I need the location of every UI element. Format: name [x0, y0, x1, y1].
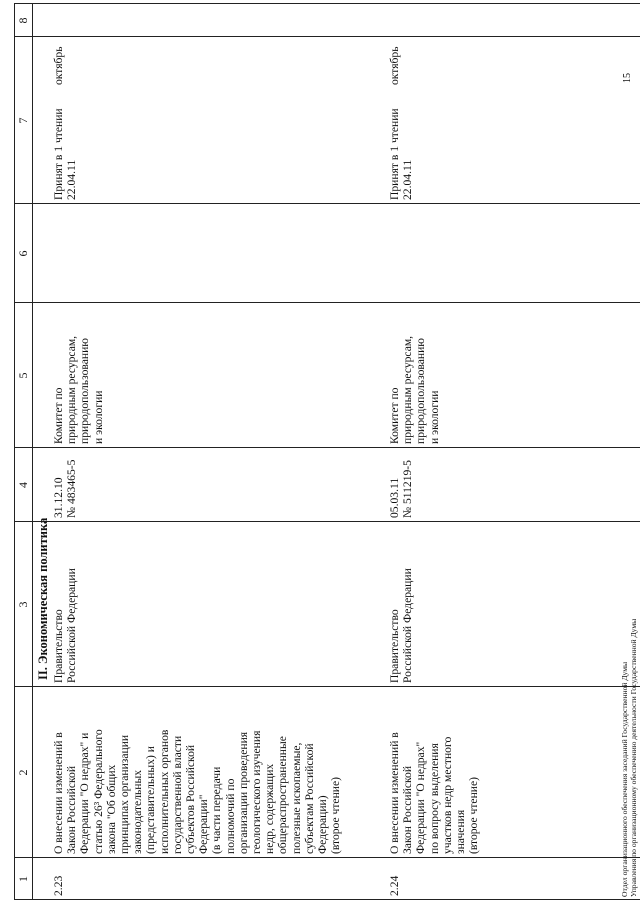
row-date-number: 31.12.10 № 483465-5: [52, 459, 79, 518]
row-number: 2.24: [388, 875, 401, 896]
header-col-1: 1: [16, 876, 30, 882]
row-number: 2.23: [52, 875, 65, 896]
row-initiator: Правительство Российской Федерации: [388, 568, 415, 683]
header-col-4: 4: [16, 482, 30, 488]
col-border: [14, 447, 640, 448]
col-border: [14, 899, 640, 900]
row-committee: Комитет по природным ресурсам, природопользованию и экологии: [388, 335, 441, 444]
header-col-5: 5: [16, 372, 30, 379]
footer-line-1: Отдел организационного обеспечения заседаний Государственной Думы: [620, 661, 629, 897]
section-title: II. Экономическая политика: [36, 517, 50, 680]
col-border: [14, 857, 640, 858]
col-border: [14, 686, 640, 687]
row-title: О внесении изменений в Закон Российской Федерации "О недрах" по вопросу выделения участков недр местного значения (второе чтение): [388, 732, 481, 854]
header-col-6: 6: [16, 250, 30, 257]
header-col-3: 3: [16, 601, 30, 608]
row-committee: Комитет по природным ресурсам, природопользованию и экологии: [52, 335, 105, 444]
header-col-8: 8: [16, 17, 30, 24]
header-bottom-line: [32, 3, 33, 900]
row-status: Принят в 1 чтении 22.04.11: [388, 108, 415, 200]
legislation-table: [14, 0, 640, 900]
row-initiator: Правительство Российской Федерации: [52, 568, 79, 683]
row-month: октябрь: [388, 46, 401, 85]
row-status: Принят в 1 чтении 22.04.11: [52, 108, 79, 200]
row-title: О внесении изменений в Закон Российской Федерации "О недрах" и статью 26³ Федерального закона "Об общих принципах организации законодательных (представительных) и исполнительных органов государственной власти субъектов Российской Федерации" (в части передачи полномочий по организации проведения геологического изучения недр, содержащих общераспространенные полезные ископаемые, субъектам Российской Федерации) (второе чтение): [52, 729, 343, 854]
row-date-number: 05.03.11 № 511219-5: [388, 460, 415, 518]
col-border: [14, 203, 640, 204]
col-border: [14, 521, 640, 522]
footer-line-2: Управления по организационному обеспечению деятельности Государственной Думы: [629, 618, 638, 897]
row-month: октябрь: [52, 46, 65, 85]
col-border: [14, 36, 640, 37]
col-border: [14, 302, 640, 303]
col-border: [14, 3, 640, 4]
header-col-7: 7: [16, 117, 30, 124]
header-col-2: 2: [16, 769, 30, 776]
page-number: 15: [622, 73, 633, 83]
